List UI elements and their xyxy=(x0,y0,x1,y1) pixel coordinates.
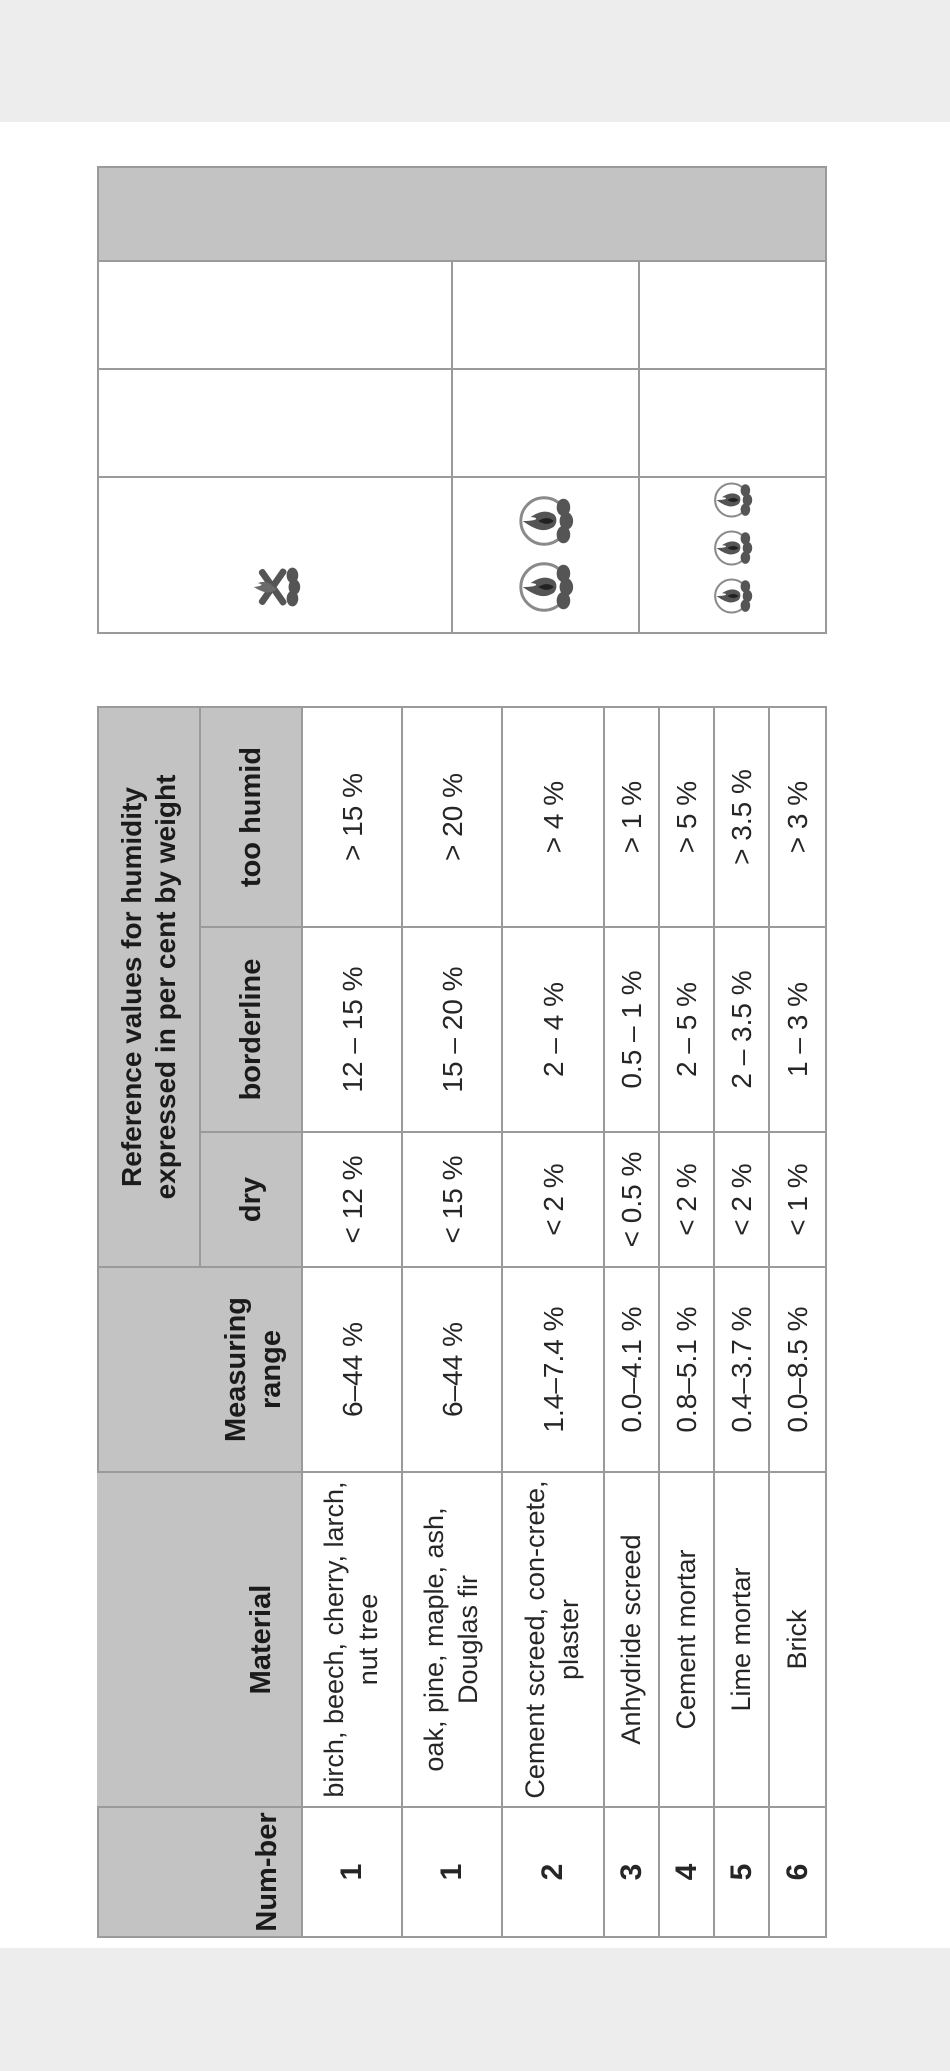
legend-cell-icon xyxy=(452,477,639,633)
header-borderline: borderline xyxy=(200,927,302,1132)
header-too-humid: too humid xyxy=(200,707,302,927)
cell-material: Cement screed, con-crete, plaster xyxy=(502,1472,604,1807)
campfire-burning-icon xyxy=(515,490,577,552)
table-row xyxy=(302,707,402,1937)
table-row xyxy=(604,707,659,1937)
table-row xyxy=(402,707,502,1937)
cell-too-humid: > 5 % xyxy=(659,707,714,927)
campfire-burning-icon xyxy=(515,556,577,618)
cell-too-humid: > 20 % xyxy=(402,707,502,927)
cell-borderline: 0.5 – 1 % xyxy=(604,927,659,1132)
cell-dry: < 2 % xyxy=(714,1132,769,1267)
cell-number: 1 xyxy=(402,1807,502,1937)
cell-range: 1.4–7.4 % xyxy=(502,1267,604,1472)
legend-icons-row-3 xyxy=(702,478,764,618)
cell-number: 3 xyxy=(604,1807,659,1937)
campfire-burning-icon xyxy=(702,526,764,570)
cell-range: 0.0–4.1 % xyxy=(604,1267,659,1472)
campfire-burning-icon xyxy=(702,574,764,618)
cell-material: birch, beech, cherry, larch, nut tree xyxy=(302,1472,402,1807)
legend-icons-row-2 xyxy=(515,478,577,618)
rotated-content xyxy=(0,122,950,1948)
cell-borderline: 12 – 15 % xyxy=(302,927,402,1132)
table-row xyxy=(714,707,769,1937)
legend-cell-empty xyxy=(452,261,639,369)
cell-range: 0.8–5.1 % xyxy=(659,1267,714,1472)
cell-material: Cement mortar xyxy=(659,1472,714,1807)
header-dry: dry xyxy=(200,1132,302,1267)
document-sheet xyxy=(0,122,950,1948)
cell-number: 6 xyxy=(769,1807,826,1937)
cell-number: 2 xyxy=(502,1807,604,1937)
cell-dry: < 0.5 % xyxy=(604,1132,659,1267)
cell-dry: < 2 % xyxy=(659,1132,714,1267)
legend-header-cell xyxy=(98,167,826,261)
cell-number: 1 xyxy=(302,1807,402,1937)
legend-cell-empty xyxy=(639,369,826,477)
cell-range: 0.0–8.5 % xyxy=(769,1267,826,1472)
cell-borderline: 2 – 5 % xyxy=(659,927,714,1132)
table-row xyxy=(659,707,714,1937)
legend-cell-empty xyxy=(639,261,826,369)
cell-too-humid: > 3 % xyxy=(769,707,826,927)
cell-borderline: 1 – 3 % xyxy=(769,927,826,1132)
campfire-burning-icon xyxy=(702,478,764,522)
table-row xyxy=(769,707,826,1937)
legend-cell-icon xyxy=(639,477,826,633)
campfire-unlit-icon xyxy=(244,556,306,618)
cell-range: 6–44 % xyxy=(402,1267,502,1472)
cell-dry: < 15 % xyxy=(402,1132,502,1267)
cell-material: Lime mortar xyxy=(714,1472,769,1807)
cell-too-humid: > 3.5 % xyxy=(714,707,769,927)
legend-cell-empty xyxy=(452,369,639,477)
header-reference-values: Reference values for humidity expressed in per cent by weight xyxy=(98,707,200,1267)
cell-borderline: 15 – 20 % xyxy=(402,927,502,1132)
cell-range: 0.4–3.7 % xyxy=(714,1267,769,1472)
cell-borderline: 2 – 4 % xyxy=(502,927,604,1132)
legend-icons-row-1 xyxy=(244,478,306,618)
cell-dry: < 2 % xyxy=(502,1132,604,1267)
header-measuring-range: Measuring range xyxy=(98,1267,302,1472)
cell-material: Anhydride screed xyxy=(604,1472,659,1807)
cell-too-humid: > 15 % xyxy=(302,707,402,927)
cell-range: 6–44 % xyxy=(302,1267,402,1472)
cell-material: Brick xyxy=(769,1472,826,1807)
cell-borderline: 2 – 3.5 % xyxy=(714,927,769,1132)
header-material: Material xyxy=(98,1472,302,1807)
legend-cell-empty xyxy=(98,261,452,369)
header-number: Num-ber xyxy=(98,1807,302,1937)
cell-dry: < 12 % xyxy=(302,1132,402,1267)
legend-cell-icon xyxy=(98,477,452,633)
humidity-reference-table xyxy=(97,706,827,1938)
legend-cell-empty xyxy=(98,369,452,477)
icon-legend-table xyxy=(97,168,827,634)
table-row xyxy=(502,707,604,1937)
cell-too-humid: > 1 % xyxy=(604,707,659,927)
cell-dry: < 1 % xyxy=(769,1132,826,1267)
cell-number: 4 xyxy=(659,1807,714,1937)
cell-number: 5 xyxy=(714,1807,769,1937)
cell-too-humid: > 4 % xyxy=(502,707,604,927)
cell-material: oak, pine, maple, ash, Douglas fir xyxy=(402,1472,502,1807)
